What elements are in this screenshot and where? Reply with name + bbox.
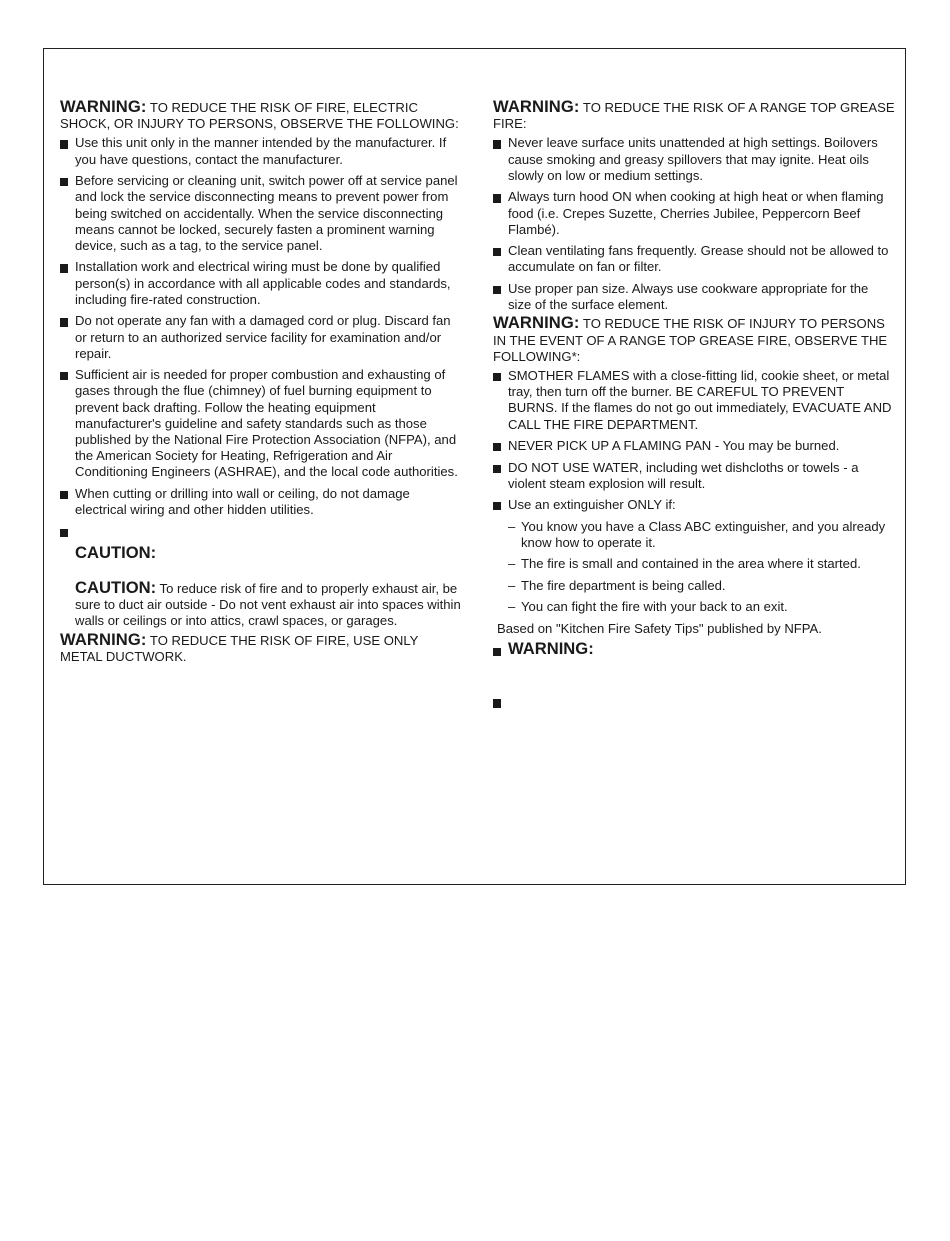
empty-list-item xyxy=(60,524,462,540)
list-item: When cutting or drilling into wall or ceiling, do not damage electrical wiring and other hidden utilities. xyxy=(60,486,462,518)
left-column xyxy=(60,99,462,668)
caution-text: To reduce risk of fire and to properly exhaust air, be sure to duct air outside - Do not vent exhaust air into spaces within walls or ceilings or into attics, crawl spaces, or garages. xyxy=(75,580,461,629)
list-item: DO NOT USE WATER, including wet dishcloths or towels - a violent steam explosion will result. xyxy=(493,460,895,492)
caution-label: CAUTION: xyxy=(75,577,157,597)
source-note: Based on "Kitchen Fire Safety Tips" published by NFPA. xyxy=(497,620,822,636)
list-item: SMOTHER FLAMES with a close-fitting lid, cookie sheet, or metal tray, then turn off the burner. BE CAREFUL TO PREVENT BURNS. If the flames do not go out immediately, EVACUATE AND CALL THE FIRE DEPARTMENT. xyxy=(493,368,895,433)
fire-shock-warning xyxy=(60,99,462,132)
injury-grease-fire-warning xyxy=(493,315,895,365)
caution-duct-air xyxy=(60,577,462,630)
list-item: Do not operate any fan with a damaged cord or plug. Discard fan or return to an authorized service facility for examination and/or repair. xyxy=(60,313,462,362)
list-item: Use this unit only in the manner intended by the manufacturer. If you have questions, contact the manufacturer. xyxy=(60,135,462,167)
warning-label: WARNING: xyxy=(60,629,147,649)
sub-list-item: – The fire department is being called. xyxy=(493,578,895,594)
sub-list-item: – The fire is small and contained in the area where it started. xyxy=(493,556,895,572)
list-item: Always turn hood ON when cooking at high heat or when flaming food (i.e. Crepes Suzette, Cherries Jubilee, Peppercorn Beef Flambé). xyxy=(493,189,895,238)
list-item: Installation work and electrical wiring must be done by qualified person(s) in accordance with all applicable codes and standards, including fire-rated construction. xyxy=(60,259,462,308)
list-item: Before servicing or cleaning unit, switch power off at service panel and lock the service disconnecting means to prevent power from being switched on accidentally. When the service disconnecting means cannot be locked, securely fasten a prominent warning device, such as a tag, to the service panel. xyxy=(60,173,462,254)
warning-bullet: WARNING: xyxy=(493,641,895,657)
caution-heading: CAUTION: xyxy=(75,542,157,562)
warning-label: WARNING: xyxy=(493,97,580,116)
warning-text: TO REDUCE THE RISK OF FIRE, ELECTRIC SHOCK, OR INJURY TO PERSONS, OBSERVE THE FOLLOWING: xyxy=(60,100,459,132)
warning-label: WARNING: xyxy=(60,97,147,116)
sub-list-item: – You know you have a Class ABC extinguisher, and you already know how to operate it. xyxy=(493,519,895,551)
list-item: NEVER PICK UP A FLAMING PAN - You may be burned. xyxy=(493,438,895,454)
warning-text: TO REDUCE THE RISK OF A RANGE TOP GREASE FIRE: xyxy=(493,100,895,132)
warning-text: TO REDUCE THE RISK OF INJURY TO PERSONS IN THE EVENT OF A RANGE TOP GREASE FIRE, OBSERVE THE FOLLOWING*: xyxy=(493,316,888,364)
grease-fire-warning xyxy=(493,99,895,132)
list-item: Use an extinguisher ONLY if: xyxy=(493,497,895,513)
list-item: Clean ventilating fans frequently. Grease should not be allowed to accumulate on fan or filter. xyxy=(493,243,895,275)
list-item: Sufficient air is needed for proper combustion and exhausting of gases through the flue (chimney) of fuel burning equipment to prevent back drafting. Follow the heating equipment manufacturer's guideline and safety standards such as those published by the National Fire Protection Association (NFPA), and the American Society for Heating, Refrigeration and Air Conditioning Engineers (ASHRAE), and the local code authorities. xyxy=(60,367,462,480)
list-item: Never leave surface units unattended at high settings. Boilovers cause smoking and greasy spillovers that may ignite. Heat oils slowly on low or medium settings. xyxy=(493,135,895,184)
sub-list-item: – You can fight the fire with your back to an exit. xyxy=(493,599,895,615)
empty-list-item xyxy=(493,694,895,710)
right-column xyxy=(493,99,895,716)
metal-ductwork-warning xyxy=(60,629,462,665)
warning-label: WARNING: xyxy=(493,313,580,333)
warning-text: TO REDUCE THE RISK OF FIRE, USE ONLY METAL DUCTWORK. xyxy=(60,632,419,664)
list-item: Use proper pan size. Always use cookware appropriate for the size of the surface element. xyxy=(493,281,895,313)
